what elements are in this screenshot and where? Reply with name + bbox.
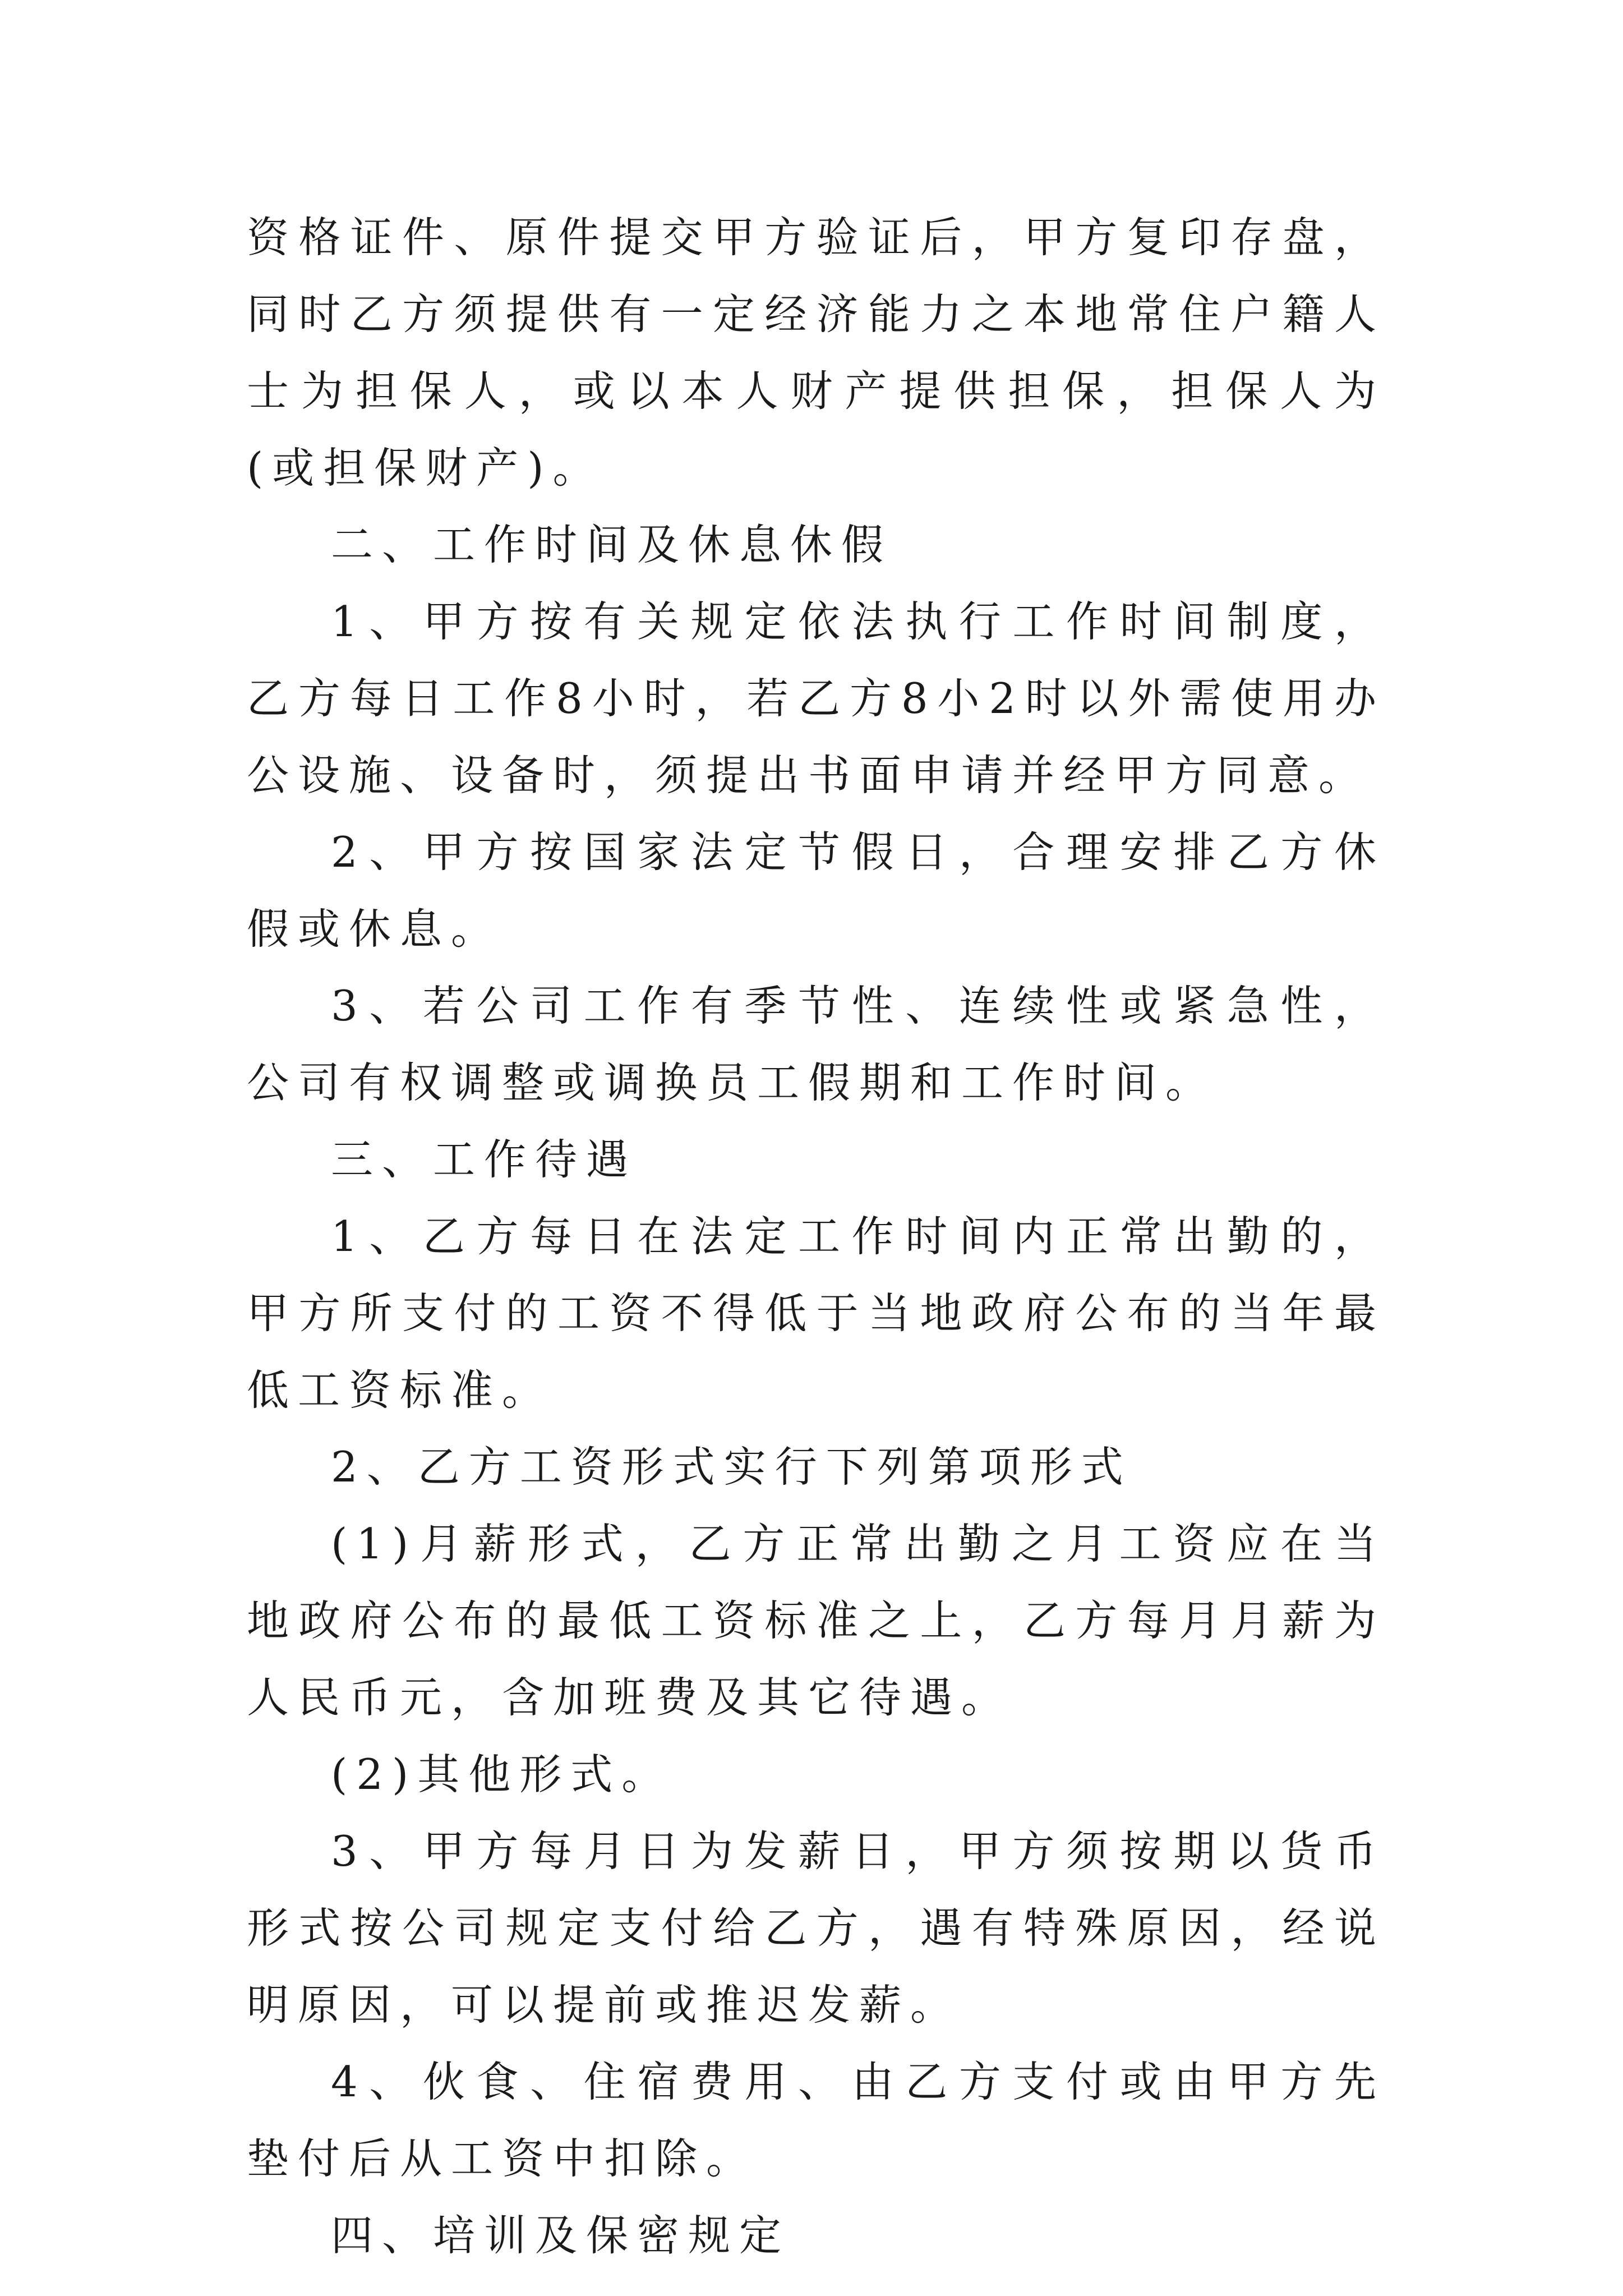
- paragraph: 1、乙方每日在法定工作时间内正常出勤的，甲方所支付的工资不得低于当地政府公布的当年最低工资标准。: [247, 1212, 1385, 1415]
- paragraph: (1)月薪形式，乙方正常出勤之月工资应在当地政府公布的最低工资标准之上，乙方每月月薪为人民币元，含加班费及其它待遇。: [247, 1519, 1385, 1722]
- paragraph: 2、甲方按国家法定节假日，合理安排乙方休假或休息。: [247, 827, 1385, 954]
- paragraph: 3、若公司工作有季节性、连续性或紧急性，公司有权调整或调换员工假期和工作时间。: [247, 981, 1385, 1107]
- paragraph: 2、乙方工资形式实行下列第项形式: [331, 1442, 1132, 1492]
- paragraph: (2)其他形式。: [331, 1750, 673, 1799]
- section-heading: 三、工作待遇: [331, 1135, 638, 1184]
- document-body: [247, 199, 1385, 2274]
- paragraph: 资格证件、原件提交甲方验证后，甲方复印存盘，同时乙方须提供有一定经济能力之本地常住户籍人士为担保人，或以本人财产提供担保，担保人为(或担保财产)。: [247, 213, 1385, 493]
- paragraph: 1、甲方按有关规定依法执行工作时间制度，乙方每日工作8小时，若乙方8小2时以外需使用办公设施、设备时，须提出书面申请并经甲方同意。: [247, 597, 1385, 800]
- section-heading: 四、培训及保密规定: [331, 2211, 791, 2260]
- paragraph: 3、甲方每月日为发薪日，甲方须按期以货币形式按公司规定支付给乙方，遇有特殊原因，经说明原因，可以提前或推迟发薪。: [247, 1826, 1385, 2030]
- section-heading: 二、工作时间及休息休假: [331, 520, 893, 569]
- paragraph: 4、伙食、住宿费用、由乙方支付或由甲方先垫付后从工资中扣除。: [247, 2057, 1385, 2183]
